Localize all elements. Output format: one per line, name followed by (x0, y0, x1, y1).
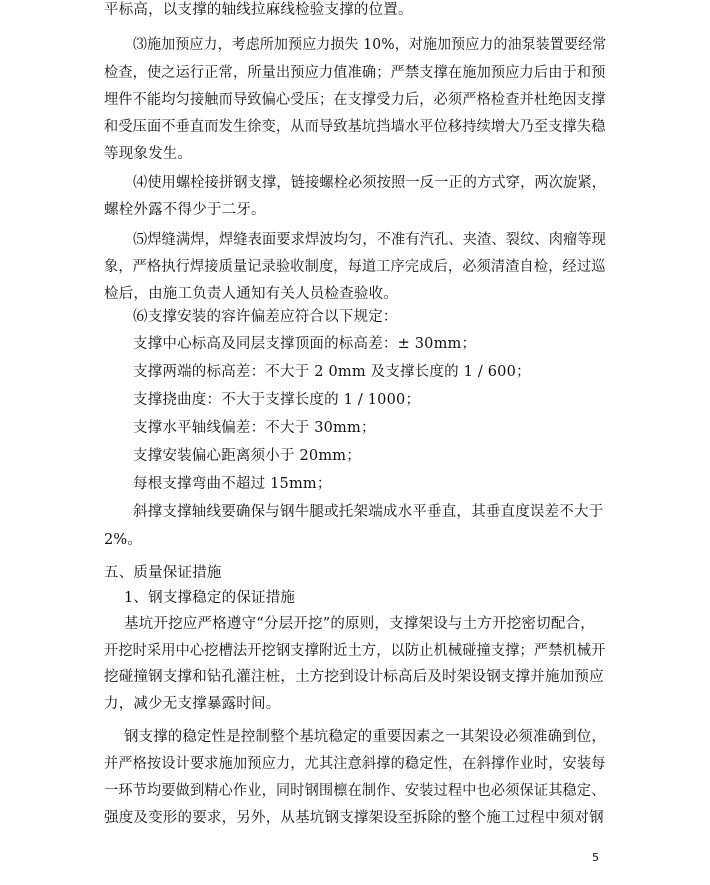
text-line: 螺栓外露不得少于二牙。 (104, 202, 266, 218)
text-line: 检后，由施工负责人通知有关人员检查验收。 (104, 286, 398, 302)
text-line: 基坑开挖应严格遵守“分层开挖”的原则，支撑架设与土方开挖密切配合， (124, 616, 595, 632)
text-line: 支撑水平轴线偏差：不大于 30mm； (133, 420, 376, 436)
text-line: 并严格按设计要求施加预应力，尤其注意斜撑的稳定性，在斜撑作业时，安装每 (104, 756, 606, 772)
section-heading: 五、质量保证措施 (104, 565, 222, 581)
text-line: 每根支撑弯曲不超过 15mm； (133, 476, 332, 492)
text-line: ⑹支撑安装的容许偏差应符合以下规定： (133, 309, 398, 325)
text-line: 开挖时采用中心挖槽法开挖钢支撑附近土方，以防止机械碰撞支撑；严禁机械开 (104, 643, 606, 659)
page-number: 5 (592, 851, 599, 864)
text-line: 支撑安装偏心距离须小于 20mm； (133, 448, 361, 464)
text-line: 平标高，以支撑的轴线拉麻线检验支撑的位置。 (104, 2, 413, 18)
text-line: ⑷使用螺栓接拼钢支撑，链接螺栓必须按照一反一正的方式穿，两次旋紧， (133, 175, 607, 191)
text-line: 强度及变形的要求，另外，从基坑钢支撑架设至拆除的整个施工过程中须对钢 (104, 810, 604, 826)
text-line: 埋件不能均匀接触而导致偏心受压；在支撑受力后，必须严格检查并杜绝因支撑 (104, 92, 606, 108)
text-line: 等现象发生。 (104, 146, 193, 162)
text-line: 一环节均要做到精心作业，同时钢围檩在制作、安装过程中也必须保证其稳定、 (104, 783, 606, 799)
text-line: 检查，使之运行正常，所量出预应力值准确；严禁支撑在施加预应力后由于和预 (104, 65, 606, 81)
text-line: 挖碰撞钢支撑和钻孔灌注桩，土方挖到设计标高后及时架设钢支撑并施加预应 (104, 669, 604, 685)
text-line: ⑸焊缝满焊，焊缝表面要求焊波均匀，不准有汽孔、夹渣、裂纹、肉瘤等现 (133, 232, 607, 248)
text-line: 象，严格执行焊接质量记录验收制度，每道工序完成后，必须清渣自检，经过巡 (104, 259, 606, 275)
subsection-heading: 1、钢支撑稳定的保证措施 (124, 590, 296, 606)
text-line: 力，减少无支撑暴露时间。 (104, 696, 281, 712)
text-line: 和受压面不垂直而发生徐变，从而导致基坑挡墙水平位移持续增大乃至支撑失稳 (104, 119, 606, 135)
text-line: 支撑两端的标高差：不大于 2 0mm 及支撑长度的 1 / 600； (133, 364, 531, 380)
text-line: 2%。 (104, 532, 143, 548)
text-line: 支撑中心标高及同层支撑顶面的标高差：± 30mm； (133, 336, 477, 352)
text-line: 斜撑支撑轴线要确保与钢牛腿或托架端成水平垂直，其垂直度误差不大于 (133, 504, 604, 520)
text-line: ⑶施加预应力，考虑所加预应力损失 10%，对施加预应力的油泵装置要经常 (133, 37, 607, 53)
text-line: 钢支撑的稳定性是控制整个基坑稳定的重要因素之一其架设必须准确到位， (124, 729, 607, 745)
text-line: 支撑挠曲度：不大于支撑长度的 1 / 1000； (133, 392, 421, 408)
